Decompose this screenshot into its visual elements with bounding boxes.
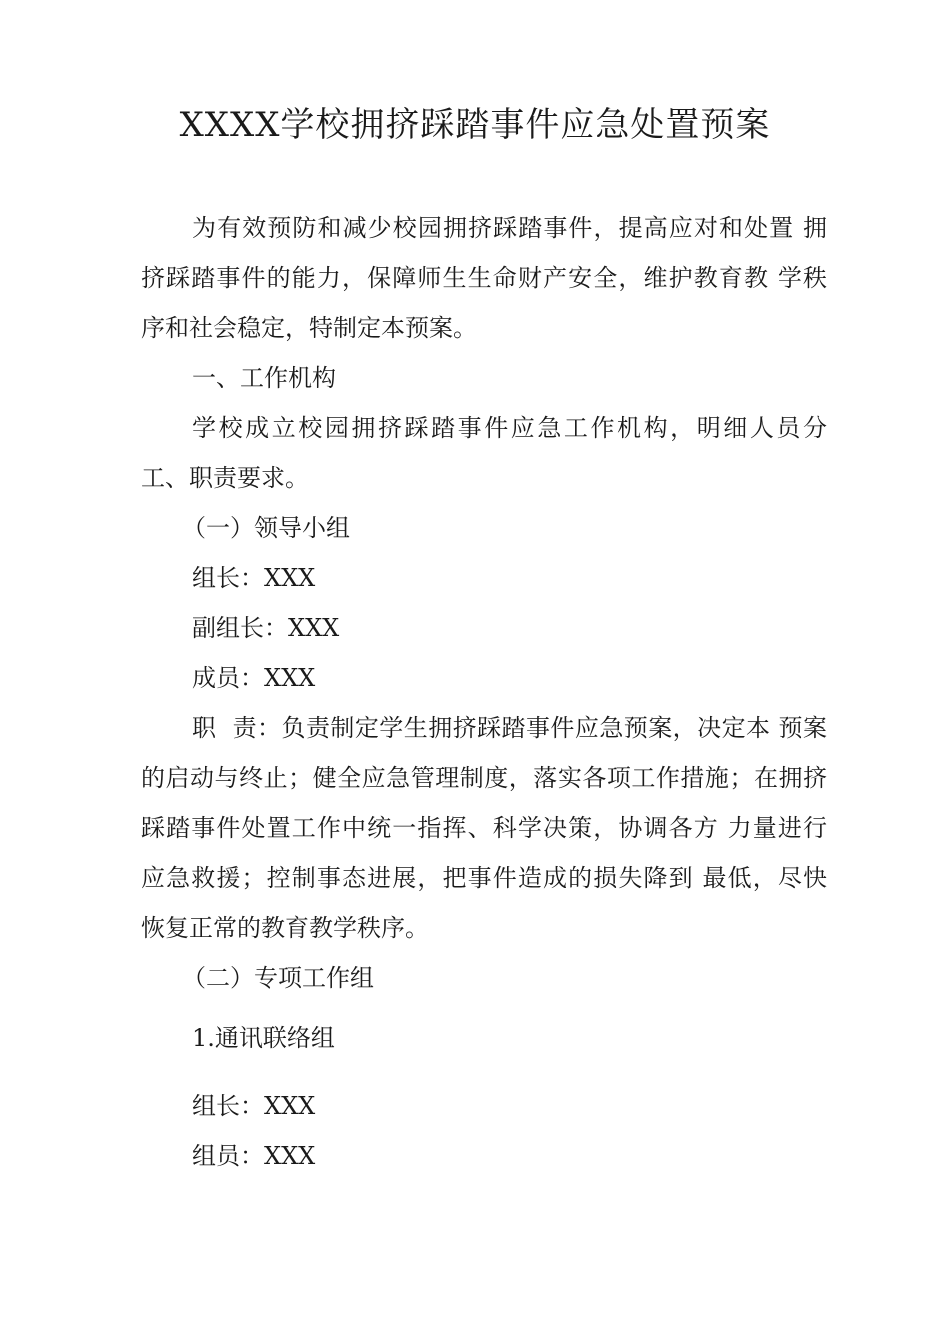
duties-line-3: 踩踏事件处置工作中统一指挥、科学决策，协调各方 力量进行 bbox=[141, 814, 827, 842]
intro-line-2: 挤踩踏事件的能力，保障师生生命财产安全，维护教育教 学秩 bbox=[141, 264, 827, 292]
duties-line-4: 应急救援；控制事态进展，把事件造成的损失降到 最低，尽快 bbox=[141, 864, 827, 892]
group1-deputy: 副组长：XXX bbox=[192, 614, 340, 642]
section1-heading: 一、工作机构 bbox=[192, 364, 336, 392]
section1-body-line-2: 工、职责要求。 bbox=[141, 464, 309, 492]
intro-line-1: 为有效预防和减少校园拥挤踩踏事件，提高应对和处置 拥 bbox=[192, 214, 827, 242]
duties-line-5: 恢复正常的教育教学秩序。 bbox=[141, 914, 429, 942]
group1-heading: （一）领导小组 bbox=[182, 514, 350, 542]
subgroup1-leader: 组长：XXX bbox=[192, 1092, 316, 1120]
duties-line-1: 职 责：负责制定学生拥挤踩踏事件应急预案，决定本 预案 bbox=[192, 714, 827, 742]
subgroup1-members: 组员：XXX bbox=[192, 1142, 316, 1170]
group1-members: 成员：XXX bbox=[192, 664, 316, 692]
group2-heading: （二）专项工作组 bbox=[182, 964, 374, 992]
section1-body-line-1: 学校成立校园拥挤踩踏事件应急工作机构，明细人员分 bbox=[192, 414, 827, 442]
group1-leader: 组长：XXX bbox=[192, 564, 316, 592]
subgroup1-heading: 1.通讯联络组 bbox=[192, 1024, 335, 1052]
duties-line-2: 的启动与终止；健全应急管理制度，落实各项工作措施；在拥挤 bbox=[141, 764, 827, 792]
document-title: XXXX学校拥挤踩踏事件应急处置预案 bbox=[179, 105, 771, 145]
intro-line-3: 序和社会稳定，特制定本预案。 bbox=[141, 314, 477, 342]
